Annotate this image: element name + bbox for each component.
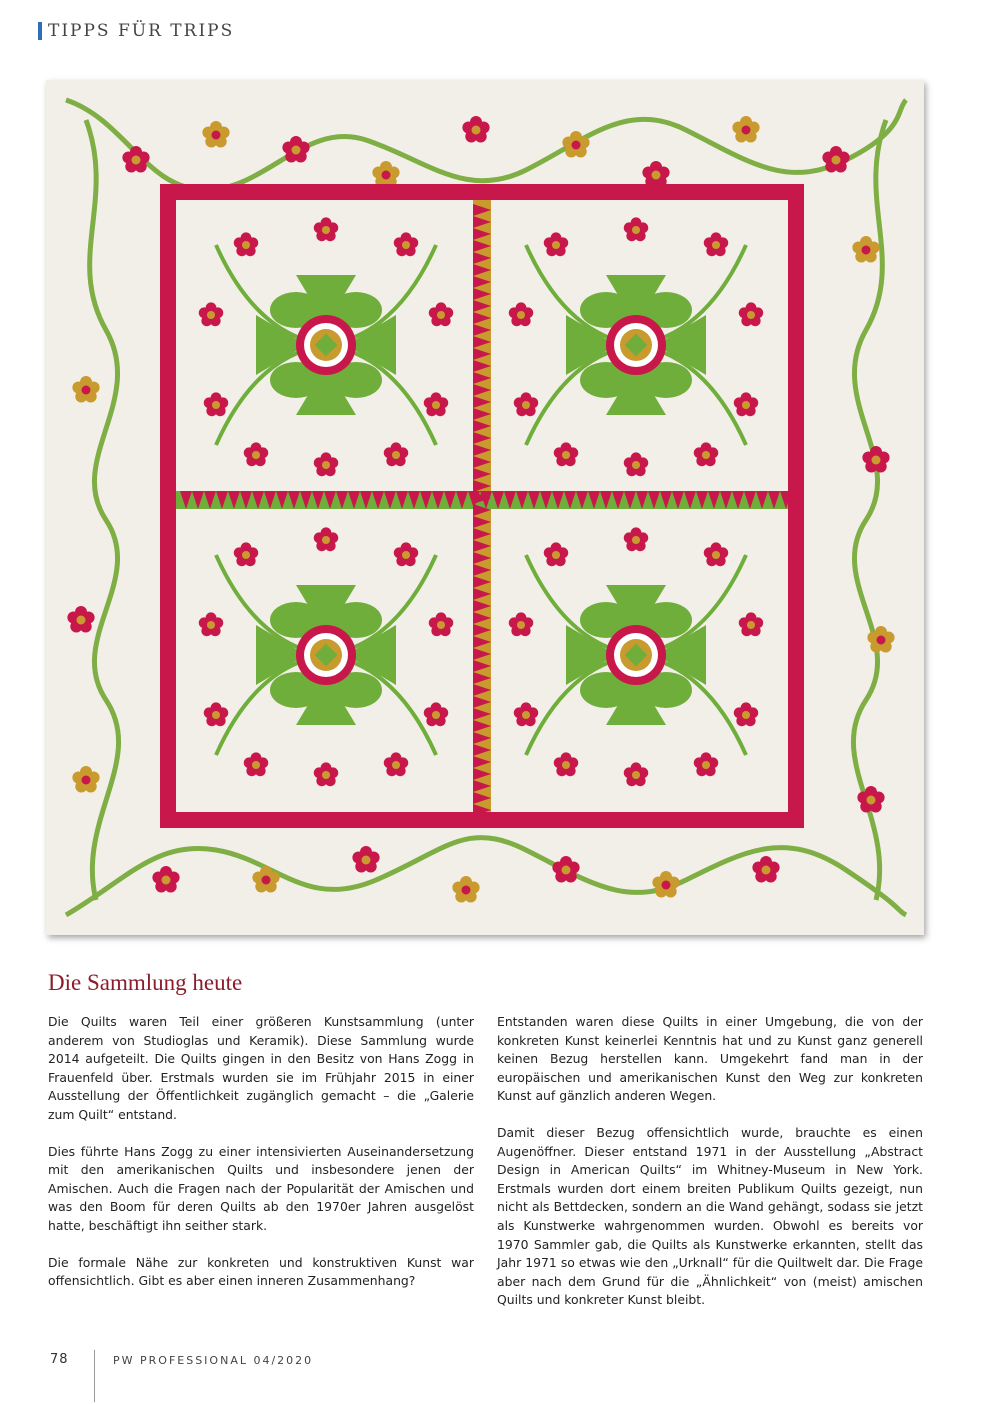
- block-flower-center: [212, 401, 220, 409]
- quilt-illustration: [46, 80, 924, 935]
- block-flower-center: [517, 311, 525, 319]
- block-flower-center: [632, 461, 640, 469]
- block-flower-center: [702, 761, 710, 769]
- block-flower-center: [742, 401, 750, 409]
- border-flower-center: [832, 156, 841, 165]
- border-flower-center: [212, 131, 221, 140]
- block-flower-center: [207, 311, 215, 319]
- block-flower-center: [252, 451, 260, 459]
- block-flower-center: [747, 621, 755, 629]
- block-flower-center: [402, 551, 410, 559]
- section-marker: [38, 22, 42, 40]
- block-flower-center: [252, 761, 260, 769]
- block-flower-center: [522, 711, 530, 719]
- paragraph: Entstanden waren diese Quilts in einer Umgebung, die von der konkreten Kunst keinerlei Kenntnis hat und zu Kunst ganz generell keinen Bezug herstellen kann. Umgekehrt fand man in der europäischen und amerikanischen Kunst den Weg zur konkreten Kunst auf gänzlich anderen Wegen.: [497, 1014, 923, 1104]
- block-flower-center: [712, 241, 720, 249]
- block-flower-center: [432, 401, 440, 409]
- article-heading: Die Sammlung heute: [48, 970, 243, 995]
- border-flower-center: [872, 456, 881, 465]
- block-flower-center: [437, 311, 445, 319]
- page-footer: [50, 1352, 313, 1402]
- border-flower-center: [382, 171, 391, 180]
- section-header: [38, 20, 234, 42]
- border-flower-center: [362, 856, 371, 865]
- border-flower-center: [562, 866, 571, 875]
- article-column-right: [497, 1013, 923, 1328]
- block-flower-center: [562, 761, 570, 769]
- block-flower-center: [322, 461, 330, 469]
- border-flower-center: [82, 386, 91, 395]
- block-flower-center: [392, 761, 400, 769]
- block-flower-center: [632, 771, 640, 779]
- block-flower-center: [322, 771, 330, 779]
- block-flower-center: [552, 551, 560, 559]
- border-flower-center: [867, 796, 876, 805]
- block-flower-center: [392, 451, 400, 459]
- paragraph: Damit dieser Bezug offensichtlich wurde, brauchte es einen Augenöffner. Dieser entstand 1971 in der Ausstellung „Abstract Design in American Quilts“ im Whitney-Museum in New York. Erstmals wurden dort einem breiten Publikum Quilts gezeigt, nun nicht als Bettdecken, sondern an die Wand gehängt, sodass sie jetzt als Kunstwerke wahrgenommen wurden. Obwohl es bereits vor 1970 Sammler gab, die Quilts als Kunstwerke erkannten, stellt das Jahr 1971 so etwas wie den „Urknall“ für die Quiltwelt dar. Die Frage aber nach dem Grund für die „Ähnlichkeit“ von (meist) amischen Quilts und konkreter Kunst bleibt.: [497, 1124, 923, 1308]
- block-flower-center: [742, 711, 750, 719]
- border-flower-center: [82, 776, 91, 785]
- border-flower-center: [472, 126, 481, 135]
- border-flower-center: [162, 876, 171, 885]
- block-flower-center: [562, 451, 570, 459]
- paragraph: Die formale Nähe zur konkreten und konstruktiven Kunst war offensichtlich. Gibt es aber einen inneren Zusammenhang?: [48, 1254, 474, 1289]
- block-flower-center: [522, 401, 530, 409]
- border-flower-center: [262, 876, 271, 885]
- border-flower-center: [77, 616, 86, 625]
- border-flower-center: [762, 866, 771, 875]
- block-flower-center: [552, 241, 560, 249]
- block-flower-center: [702, 451, 710, 459]
- footer-divider: [94, 1350, 95, 1402]
- border-flower-center: [877, 636, 886, 645]
- block-flower-center: [242, 241, 250, 249]
- block-flower-center: [402, 241, 410, 249]
- block-flower-center: [242, 551, 250, 559]
- section-title: TIPPS FÜR TRIPS: [48, 21, 235, 41]
- border-flower-center: [572, 141, 581, 150]
- block-flower-center: [432, 711, 440, 719]
- border-flower-center: [742, 126, 751, 135]
- block-flower-center: [632, 536, 640, 544]
- border-flower-center: [862, 246, 871, 255]
- block-flower-center: [437, 621, 445, 629]
- border-flower-center: [652, 171, 661, 180]
- border-flower-center: [132, 156, 141, 165]
- block-flower-center: [322, 536, 330, 544]
- block-flower-center: [212, 711, 220, 719]
- border-flower-center: [462, 886, 471, 895]
- block-flower-center: [207, 621, 215, 629]
- block-flower-center: [747, 311, 755, 319]
- article-column-left: [48, 1013, 474, 1309]
- block-flower-center: [322, 226, 330, 234]
- border-flower-center: [662, 881, 671, 890]
- border-flower-center: [292, 146, 301, 155]
- magazine-issue: PW PROFESSIONAL 04/2020: [113, 1354, 314, 1367]
- quilt-photo: [46, 80, 924, 935]
- paragraph: Dies führte Hans Zogg zu einer intensivierten Auseinandersetzung mit den amerikanischen Quilts und insbesondere jenen der Amischen. Auch die Fragen nach der Popularität der Amischen und was den Boom für deren Quilts ab den 1970er Jahren ausgelöst hatte, beschäftigt ihn seither stark.: [48, 1143, 474, 1233]
- block-flower-center: [712, 551, 720, 559]
- paragraph: Die Quilts waren Teil einer größeren Kunstsammlung (unter anderem von Studioglas und Keramik). Diese Sammlung wurde 2014 aufgeteilt. Die Quilts gingen in den Besitz von Hans Zogg in Frauenfeld über. Erstmals wurden sie im Frühjahr 2015 in einer Ausstellung der Öffentlichkeit zugänglich gemacht – die „Galerie zum Quilt“ entstand.: [48, 1014, 474, 1122]
- block-flower-center: [517, 621, 525, 629]
- block-flower-center: [632, 226, 640, 234]
- page-number: 78: [50, 1352, 69, 1367]
